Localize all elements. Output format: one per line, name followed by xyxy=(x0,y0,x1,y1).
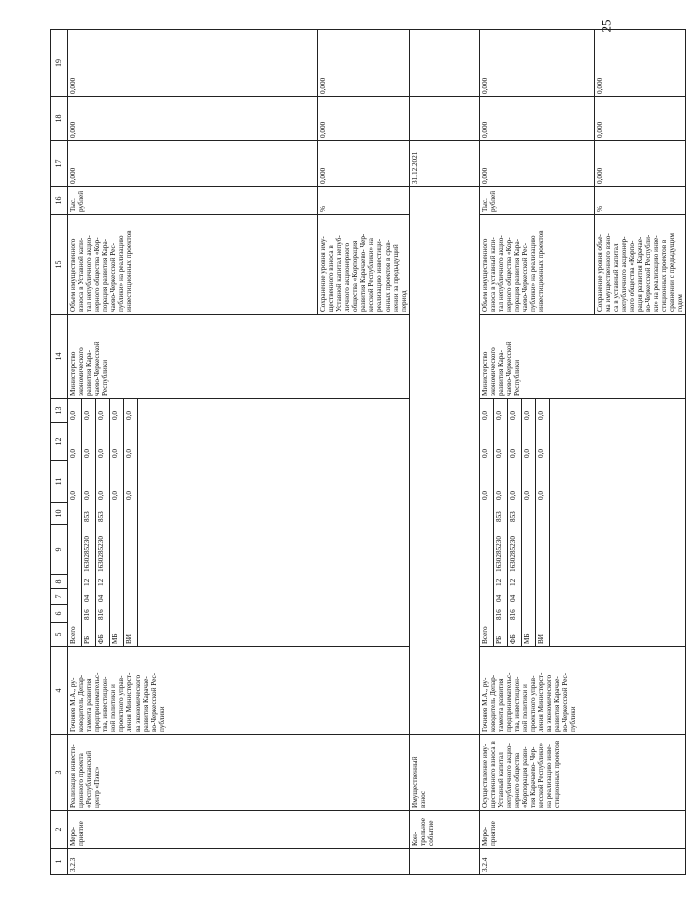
fund-vr: 853 xyxy=(96,502,110,524)
indicator-unit: Тыс. рублей xyxy=(479,187,594,215)
control-date: 31.12.2021 xyxy=(409,141,479,187)
fund-vr xyxy=(110,502,124,524)
fund-value-3: 0,0 xyxy=(480,398,494,422)
fund-csr: 1630285230 xyxy=(96,524,110,574)
fund-source: Всего xyxy=(480,622,494,646)
row-kind: Кон- трольное событие xyxy=(409,811,479,849)
ministry: Министерство экономического развития Кара- чаево-Черкесской Республики xyxy=(479,315,686,399)
fund-rz: 04 xyxy=(82,588,96,604)
row-kind: Меро- приятие xyxy=(68,811,410,849)
fund-csr xyxy=(110,524,124,574)
col-header: 16 xyxy=(51,187,68,215)
program-table xyxy=(50,29,686,875)
col-header: 3 xyxy=(51,735,68,811)
fund-rz xyxy=(521,588,535,604)
fund-pr xyxy=(110,574,124,588)
fund-value-3: 0,0 xyxy=(68,398,82,422)
fund-source: Всего xyxy=(68,622,82,646)
fund-csr xyxy=(124,524,138,574)
fund-grbs xyxy=(535,604,549,622)
col-header: 13 xyxy=(51,399,68,423)
indicator-text: Объем имущественного взноса в уставный капи- тал непубличного акцио- нерного общества «Кор- порация развития Кара- чаево-Черкесской Рес- публики» на реализацию инвестиционных проектов xyxy=(479,215,594,315)
fund-value-1: 0,0 xyxy=(96,460,110,502)
fund-value-1: 0,0 xyxy=(110,460,124,502)
fund-value-2: 0,0 xyxy=(82,422,96,460)
indicator-year-3: 0,000 xyxy=(479,30,594,97)
fund-rz xyxy=(110,588,124,604)
fund-csr: 1630285230 xyxy=(82,524,96,574)
fund-csr xyxy=(535,524,549,574)
col-header: 11 xyxy=(51,461,68,503)
funding-row xyxy=(535,398,549,646)
fund-rz xyxy=(535,588,549,604)
fund-pr xyxy=(521,574,535,588)
fund-rz xyxy=(480,588,494,604)
responsible-person: Гочияев М.А., ру- ководитель Депар- тамента развития предпринимательс- тва, инвестицион- ной политики и проектного управ- ления Министерст- ва экономического развития Карачае- во-Черкесской Рес- публики xyxy=(479,647,686,735)
funding-row xyxy=(480,398,494,646)
indicator-year-2: 0,000 xyxy=(68,97,318,141)
header-row xyxy=(51,30,68,875)
fund-value-1: 0,0 xyxy=(493,460,507,502)
indicator-unit: Тыс. рублей xyxy=(68,187,318,215)
funding-row xyxy=(96,398,110,646)
fund-pr xyxy=(68,574,82,588)
indicator-text: Сохранение уровня объе- ма имущественного взно- са в уставный капитал непубличного акционер- ного общества «Корпо- рация развития Карачае- во-Черкесской Республи- ки» на реализацию инве- стиционных проектов в сравнении с предыдущим годом xyxy=(594,215,686,315)
fund-value-1: 0,0 xyxy=(82,460,96,502)
fund-vr xyxy=(124,502,138,524)
fund-pr: 12 xyxy=(96,574,110,588)
row-number xyxy=(409,849,479,875)
table-row xyxy=(68,30,318,875)
fund-value-1: 0,0 xyxy=(521,460,535,502)
fund-value-1: 0,0 xyxy=(535,460,549,502)
fund-pr xyxy=(535,574,549,588)
funding-block xyxy=(479,399,686,647)
fund-value-2: 0,0 xyxy=(124,422,138,460)
fund-vr xyxy=(535,502,549,524)
row-kind: Меро- приятие xyxy=(479,811,686,849)
indicator-year-2: 0,000 xyxy=(318,97,410,141)
fund-pr xyxy=(480,574,494,588)
fund-value-2: 0,0 xyxy=(68,422,82,460)
funding-row xyxy=(68,398,82,646)
fund-csr xyxy=(521,524,535,574)
col-header: 7 xyxy=(51,589,68,605)
fund-value-2: 0,0 xyxy=(110,422,124,460)
row-name: Имущественный взнос xyxy=(409,735,479,811)
fund-csr: 1630285230 xyxy=(507,524,521,574)
col-header: 10 xyxy=(51,503,68,525)
row-name: Реализация инвести- ционного проекта «Республиканский центр «Пэкс» xyxy=(68,735,410,811)
fund-source: ФБ xyxy=(96,622,110,646)
fund-value-3: 0,0 xyxy=(493,398,507,422)
funding-table xyxy=(480,398,686,646)
fund-pr: 12 xyxy=(493,574,507,588)
indicator-text: Объем имущественного взноса в Уставной капи- тал непубличного акцио- нерного общества «Кор- порация развития Кара- чаево-Черкесской Рес- публики» на реализацию инвестиционных проектов xyxy=(68,215,318,315)
indicator-year-1: 0,000 xyxy=(594,141,686,187)
row-number: 3.2.3 xyxy=(68,849,410,875)
fund-value-3: 0,0 xyxy=(535,398,549,422)
fund-vr: 853 xyxy=(82,502,96,524)
fund-source: ВИ xyxy=(535,622,549,646)
fund-grbs xyxy=(521,604,535,622)
fund-value-2: 0,0 xyxy=(507,422,521,460)
fund-grbs: 816 xyxy=(96,604,110,622)
col-header: 4 xyxy=(51,647,68,735)
funding-row xyxy=(493,398,507,646)
page-number: 25 xyxy=(598,19,614,33)
fund-value-3: 0,0 xyxy=(124,398,138,422)
fund-value-2: 0,0 xyxy=(535,422,549,460)
fund-csr xyxy=(480,524,494,574)
row-name: Осуществление иму- щественного взноса в Уставный капитал непубличного акцио- нерного общества «Корпорация разви- тия Карачаево- Чер- кесской Республики» на реализацию инве- стиционных проектов xyxy=(479,735,686,811)
fund-vr xyxy=(68,502,82,524)
fund-pr: 12 xyxy=(82,574,96,588)
col-header: 6 xyxy=(51,605,68,623)
indicator-year-3: 0,000 xyxy=(594,30,686,97)
fund-rz: 04 xyxy=(493,588,507,604)
funding-block xyxy=(68,399,410,647)
fund-pr xyxy=(124,574,138,588)
fund-grbs xyxy=(110,604,124,622)
fund-grbs: 816 xyxy=(82,604,96,622)
fund-grbs xyxy=(68,604,82,622)
fund-value-3: 0,0 xyxy=(507,398,521,422)
fund-rz xyxy=(124,588,138,604)
col-header: 5 xyxy=(51,623,68,647)
col-header: 15 xyxy=(51,215,68,315)
col-header: 19 xyxy=(51,30,68,97)
fund-value-1: 0,0 xyxy=(507,460,521,502)
col-header: 9 xyxy=(51,525,68,575)
fund-value-2: 0,0 xyxy=(480,422,494,460)
fund-source: МБ xyxy=(110,622,124,646)
fund-source: РБ xyxy=(82,622,96,646)
funding-row xyxy=(124,398,138,646)
indicator-year-2: 0,000 xyxy=(479,97,594,141)
fund-grbs xyxy=(124,604,138,622)
fund-vr xyxy=(521,502,535,524)
control-event-row xyxy=(409,30,479,875)
indicator-year-2: 0,000 xyxy=(594,97,686,141)
fund-value-3: 0,0 xyxy=(521,398,535,422)
fund-rz xyxy=(68,588,82,604)
indicator-year-1: 0,000 xyxy=(68,141,318,187)
fund-source: ФБ xyxy=(507,622,521,646)
fund-value-3: 0,0 xyxy=(82,398,96,422)
fund-vr: 853 xyxy=(507,502,521,524)
fund-value-1: 0,0 xyxy=(480,460,494,502)
fund-rz: 04 xyxy=(507,588,521,604)
responsible-person: Гочияев М.А., ру- ководитель Депар- тамента развития предпринимательс- тва, инвестицион- ной политики и проектного управ- ления Министерст- ва экономического развития Карачае- во-Черкесской Рес- публики xyxy=(68,647,410,735)
col-header: 14 xyxy=(51,315,68,399)
fund-vr: 853 xyxy=(493,502,507,524)
fund-value-2: 0,0 xyxy=(521,422,535,460)
col-header: 17 xyxy=(51,141,68,187)
indicator-unit: % xyxy=(318,187,410,215)
indicator-unit: % xyxy=(594,187,686,215)
col-header: 12 xyxy=(51,423,68,461)
row-number: 3.2.4 xyxy=(479,849,686,875)
indicator-year-3: 0,000 xyxy=(68,30,318,97)
funding-table xyxy=(68,398,409,646)
col-header: 8 xyxy=(51,575,68,589)
fund-value-1: 0,0 xyxy=(68,460,82,502)
fund-pr: 12 xyxy=(507,574,521,588)
fund-value-1: 0,0 xyxy=(124,460,138,502)
col-header: 18 xyxy=(51,97,68,141)
col-header: 2 xyxy=(51,811,68,849)
fund-source: РБ xyxy=(493,622,507,646)
ministry: Министерство экономического развития Кара- чаево-Черкесской Республики xyxy=(68,315,410,399)
fund-value-3: 0,0 xyxy=(110,398,124,422)
funding-row xyxy=(82,398,96,646)
indicator-year-3: 0,000 xyxy=(318,30,410,97)
fund-source: МБ xyxy=(521,622,535,646)
fund-rz: 04 xyxy=(96,588,110,604)
fund-source: ВИ xyxy=(124,622,138,646)
indicator-text: Сохранение уровня иму- щественного взноса в Уставной капитал непуб- личного акционерного общества «Корпорация развития Карачаево- Чер- кесской Республики» на реализацию инвестици- онных проектов в срав- нении за предыдущий период xyxy=(318,215,410,315)
fund-vr xyxy=(480,502,494,524)
funding-row xyxy=(507,398,521,646)
fund-value-2: 0,0 xyxy=(96,422,110,460)
funding-row xyxy=(110,398,124,646)
table-row xyxy=(479,30,594,875)
fund-csr: 1630285230 xyxy=(493,524,507,574)
indicator-year-1: 0,000 xyxy=(318,141,410,187)
funding-row xyxy=(521,398,535,646)
indicator-year-1: 0,000 xyxy=(479,141,594,187)
col-header: 1 xyxy=(51,849,68,875)
fund-grbs: 816 xyxy=(507,604,521,622)
rotated-page xyxy=(50,30,685,875)
fund-value-2: 0,0 xyxy=(493,422,507,460)
fund-value-3: 0,0 xyxy=(96,398,110,422)
fund-grbs xyxy=(480,604,494,622)
fund-grbs: 816 xyxy=(493,604,507,622)
fund-csr xyxy=(68,524,82,574)
